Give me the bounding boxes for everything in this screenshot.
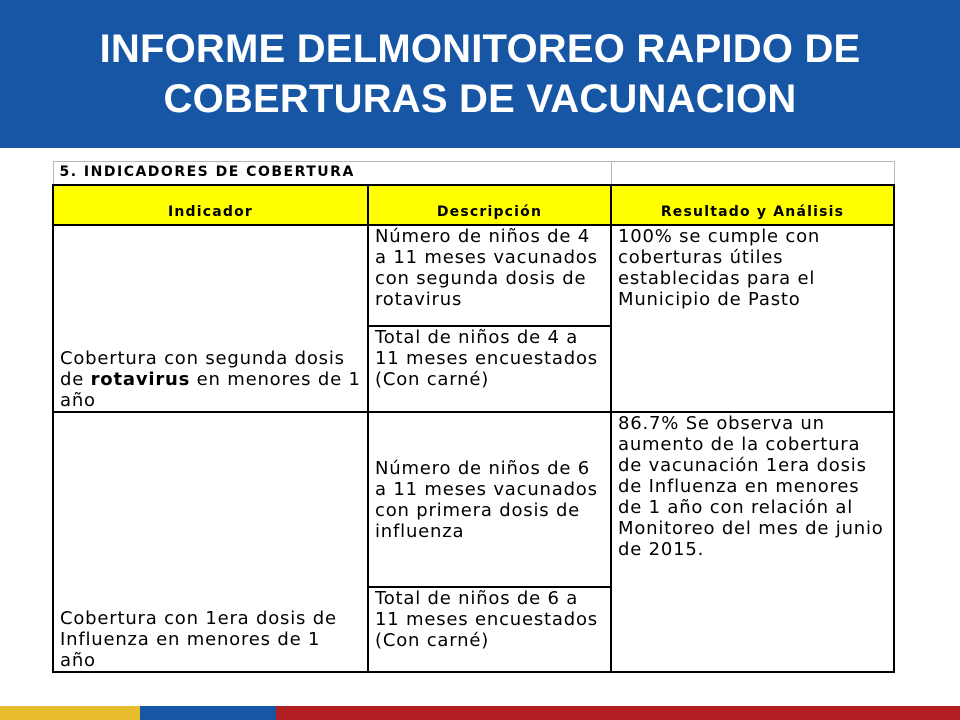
denominator-cell-influenza: Total de niños de 6 a 11 meses encuestados (Con carné) — [368, 587, 611, 672]
column-header-resultado: Resultado y Análisis — [611, 185, 894, 225]
table-row — [53, 412, 894, 587]
table-header-row — [53, 185, 894, 225]
indicator-cell-influenza: Cobertura con 1era dosis de Influenza en menores de 1 año — [53, 412, 368, 672]
result-cell-influenza: 86.7% Se observa un aumento de la cobertura de vacunación 1era dosis de Influenza en menores de 1 año con relación al Monitoreo del mes de junio de 2015. — [611, 412, 894, 672]
slide-title-line-1: INFORME DELMONITOREO RAPIDO DE — [99, 27, 861, 71]
footer-color-bar — [0, 706, 960, 720]
numerator-cell-influenza: Número de niños de 6 a 11 meses vacunados con primera dosis de influenza — [368, 412, 611, 587]
section-row — [53, 162, 894, 186]
indicator-text: Cobertura con segunda dosis de — [60, 348, 345, 390]
footer-bar-blue — [140, 706, 276, 720]
indicator-text-suffix: en menores de 1 año — [60, 369, 361, 411]
result-cell-rotavirus: 100% se cumple con coberturas útiles establecidas para el Municipio de Pasto — [611, 225, 894, 412]
slide-title-line-2: COBERTURAS DE VACUNACION — [163, 77, 797, 121]
indicators-table — [52, 161, 895, 673]
indicator-cell-rotavirus — [53, 225, 368, 412]
slide-header — [0, 0, 960, 148]
table-row — [53, 225, 894, 326]
section-title: 5. INDICADORES DE COBERTURA — [53, 162, 611, 186]
indicator-bold-text: rotavirus — [90, 369, 191, 390]
numerator-cell-rotavirus: Número de niños de 4 a 11 meses vacunados con segunda dosis de rotavirus — [368, 225, 611, 326]
column-header-descripcion: Descripción — [368, 185, 611, 225]
denominator-cell-rotavirus: Total de niños de 4 a 11 meses encuestados (Con carné) — [368, 326, 611, 412]
footer-bar-yellow — [0, 706, 140, 720]
footer-bar-red — [276, 706, 960, 720]
section-empty-cell — [611, 162, 894, 186]
column-header-indicador: Indicador — [53, 185, 368, 225]
